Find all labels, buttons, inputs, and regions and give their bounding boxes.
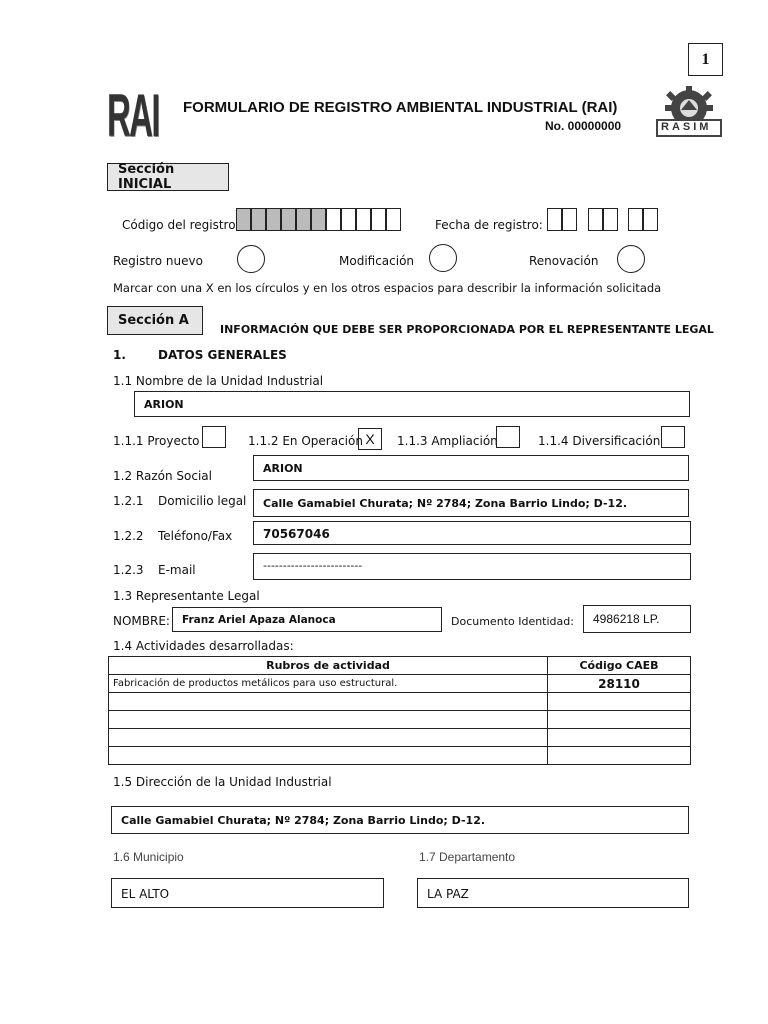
registro-nuevo-label: Registro nuevo: [113, 254, 203, 268]
section-a-subtitle: INFORMACIÓN QUE DEBE SER PROPORCIONADA POR EL REPRESENTANTE LEGAL: [220, 323, 714, 336]
domicilio-value: Calle Gamabiel Churata; Nº 2784; Zona Barrio Lindo; D-12.: [263, 497, 628, 510]
documento-field[interactable]: [583, 605, 691, 633]
table-cell-codigo[interactable]: [548, 711, 691, 729]
nombre-unidad-value: ARION: [144, 398, 184, 411]
codigo-digit-box[interactable]: [371, 208, 386, 231]
table-cell-codigo[interactable]: [548, 747, 691, 765]
domicilio-field[interactable]: [253, 489, 689, 517]
section-a-title: [107, 306, 203, 335]
instruction-text: Marcar con una X en los círculos y en los otros espacios para describir la información solicitada: [113, 281, 662, 295]
departamento-value: LA PAZ: [427, 887, 469, 901]
table-cell-codigo[interactable]: [548, 693, 691, 711]
table-cell-codigo[interactable]: [548, 729, 691, 747]
departamento-field[interactable]: [417, 878, 689, 908]
telefono-field[interactable]: [253, 521, 691, 545]
renovacion-label: Renovación: [529, 254, 599, 268]
registro-nuevo-radio[interactable]: [237, 245, 265, 273]
table-row: [109, 711, 691, 729]
razon-social-field[interactable]: [253, 455, 689, 481]
email-label: E-mail: [158, 563, 196, 577]
nombre-label: NOMBRE:: [113, 614, 170, 628]
representante-label: 1.3 Representante Legal: [113, 589, 260, 603]
codigo-digit-box[interactable]: [311, 208, 326, 231]
table-header-codigo: Código CAEB: [548, 657, 691, 675]
domicilio-label: Domicilio legal: [158, 494, 247, 508]
table-cell-rubro[interactable]: [109, 711, 548, 729]
codigo-label: Código del registro: [122, 218, 236, 232]
fecha-label: Fecha de registro:: [435, 218, 543, 232]
table-row: [109, 693, 691, 711]
nombre-unidad-field[interactable]: [134, 391, 690, 417]
ampliacion-checkbox[interactable]: [496, 426, 520, 448]
operacion-checkbox[interactable]: X: [358, 428, 382, 450]
fecha-month-box[interactable]: [603, 208, 618, 231]
modificacion-label: Modificación: [339, 254, 415, 268]
codigo-digit-box[interactable]: [386, 208, 401, 231]
fecha-month-box[interactable]: [588, 208, 603, 231]
codigo-digit-box[interactable]: [281, 208, 296, 231]
table-header-row: [109, 657, 691, 675]
telefono-label: Teléfono/Fax: [158, 529, 233, 543]
municipio-label: 1.6 Municipio: [113, 850, 184, 864]
form-title: FORMULARIO DE REGISTRO AMBIENTAL INDUSTRIAL (RAI): [183, 99, 618, 116]
codigo-digit-box[interactable]: [236, 208, 251, 231]
direccion-field[interactable]: [111, 806, 689, 834]
email-value: -------------------------: [263, 559, 363, 572]
ampliacion-label: 1.1.3 Ampliación: [397, 434, 498, 448]
section-inicial-label: Sección INICIAL: [118, 162, 175, 192]
fecha-day-box[interactable]: [547, 208, 562, 231]
codigo-digit-box[interactable]: [266, 208, 281, 231]
codigo-digit-box[interactable]: [251, 208, 266, 231]
table-cell-codigo[interactable]: 28110: [548, 675, 691, 693]
fecha-year-box[interactable]: [628, 208, 643, 231]
razon-social-value: ARION: [263, 462, 303, 475]
documento-value: 4986218 LP.: [593, 612, 660, 626]
renovacion-radio[interactable]: [617, 245, 645, 273]
modificacion-radio[interactable]: [429, 244, 457, 272]
nombre-unidad-label: 1.1 Nombre de la Unidad Industrial: [113, 374, 324, 388]
table-row: [109, 729, 691, 747]
actividades-label: 1.4 Actividades desarrolladas:: [113, 639, 294, 653]
page-number: 1: [701, 51, 710, 68]
municipio-field[interactable]: [111, 878, 384, 908]
codigo-digit-box[interactable]: [356, 208, 371, 231]
codigo-digit-box[interactable]: [296, 208, 311, 231]
datos-num: 1.: [113, 348, 126, 362]
operacion-label: 1.1.2 En Operación: [248, 434, 363, 448]
direccion-value: Calle Gamabiel Churata; Nº 2784; Zona Barrio Lindo; D-12.: [121, 814, 486, 827]
table-cell-rubro[interactable]: Fabricación de productos metálicos para uso estructural.: [109, 675, 548, 693]
telefono-value: 70567046: [263, 527, 330, 541]
section-a-label: Sección A: [118, 313, 189, 328]
fecha-year-box[interactable]: [643, 208, 658, 231]
rasim-text: RASIM: [661, 121, 712, 133]
telefono-num: 1.2.2: [113, 529, 144, 543]
rai-logo: RAI: [107, 82, 159, 149]
table-row: [109, 747, 691, 765]
municipio-value: EL ALTO: [121, 887, 170, 901]
nombre-representante-value: Franz Ariel Apaza Alanoca: [182, 614, 336, 626]
razon-social-label: 1.2 Razón Social: [113, 469, 212, 483]
proyecto-label: 1.1.1 Proyecto: [113, 434, 200, 448]
table-header-rubros: Rubros de actividad: [109, 657, 548, 675]
departamento-label: 1.7 Departamento: [419, 850, 516, 864]
page-number-box: [688, 43, 723, 76]
actividades-table: [108, 656, 691, 765]
codigo-digit-box[interactable]: [341, 208, 356, 231]
proyecto-checkbox[interactable]: [202, 426, 226, 448]
table-cell-rubro[interactable]: [109, 747, 548, 765]
email-num: 1.2.3: [113, 563, 144, 577]
datos-generales-title: DATOS GENERALES: [158, 348, 287, 362]
nombre-representante-field[interactable]: [172, 607, 442, 632]
table-row: [109, 675, 691, 693]
diversificacion-checkbox[interactable]: [661, 426, 685, 448]
direccion-label: 1.5 Dirección de la Unidad Industrial: [113, 775, 332, 789]
section-inicial-title: [107, 163, 229, 191]
table-cell-rubro[interactable]: [109, 693, 548, 711]
fecha-day-box[interactable]: [562, 208, 577, 231]
rasim-logo: [655, 86, 723, 138]
email-field[interactable]: [253, 553, 691, 580]
table-cell-rubro[interactable]: [109, 729, 548, 747]
diversificacion-label: 1.1.4 Diversificación: [538, 434, 661, 448]
codigo-digit-box[interactable]: [326, 208, 341, 231]
documento-label: Documento Identidad:: [451, 615, 574, 628]
domicilio-num: 1.2.1: [113, 494, 144, 508]
form-number: No. 00000000: [545, 119, 622, 133]
